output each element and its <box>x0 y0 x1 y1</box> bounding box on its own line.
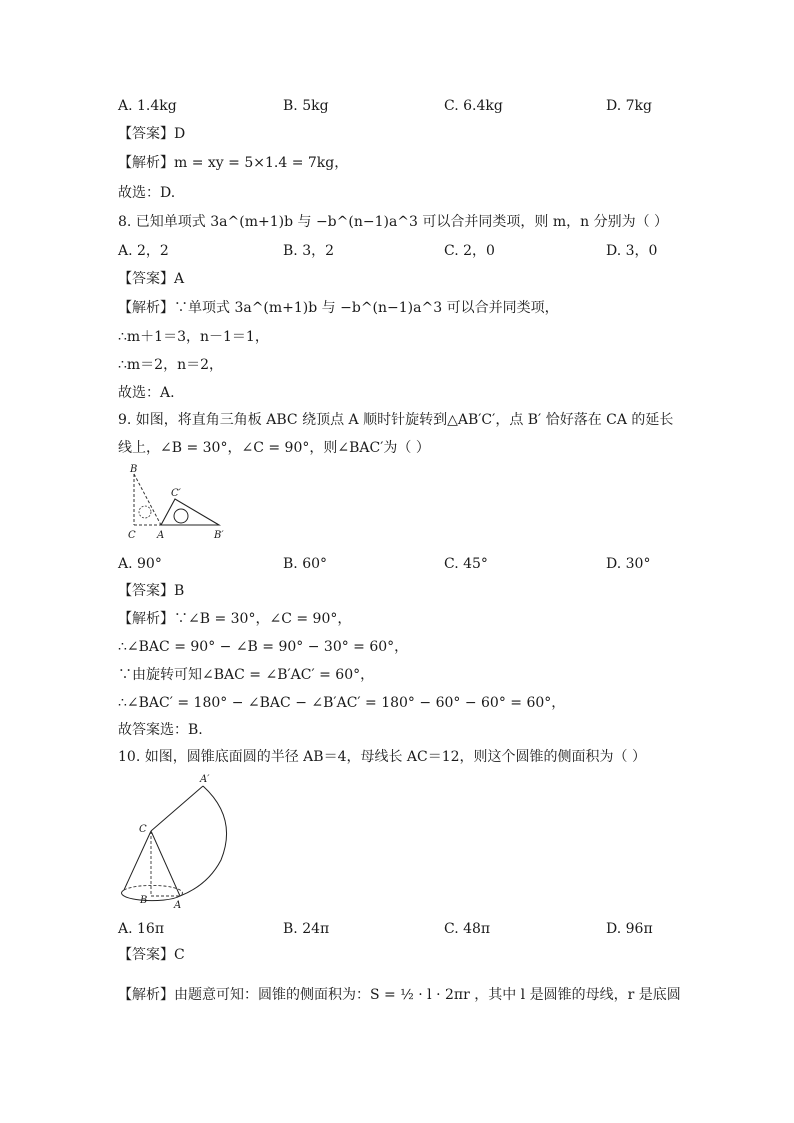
fig9-label-c-prime: C′ <box>171 488 181 499</box>
q10-stem: 10. 如图，圆锥底面圆的半径 AB＝4，母线长 AC＝12，则这个圆锥的侧面积为（ ） <box>118 749 647 765</box>
rotated-triangle-figure <box>118 462 248 544</box>
q8-option-c: C. 2，0 <box>444 243 495 259</box>
q7-option-d: D. 7kg <box>606 98 652 114</box>
q8-option-d: D. 3，0 <box>606 243 658 259</box>
q9-analysis-1: 【解析】∵∠B = 30°，∠C = 90°， <box>118 611 352 627</box>
q8-conclusion: 故选：A. <box>118 385 175 401</box>
q8-option-a: A. 2，2 <box>118 243 169 259</box>
fig10-label-a: A <box>174 900 182 911</box>
q8-option-b: B. 3，2 <box>283 243 335 259</box>
q10-option-a: A. 16π <box>118 921 165 937</box>
q9-answer: 【答案】B <box>118 583 185 599</box>
q8-stem: 8. 已知单项式 3a^(m+1)b 与 −b^(n−1)a^3 可以合并同类项，则 m，n 分别为（ ） <box>118 214 669 230</box>
q9-analysis-4: ∴∠BAC′ = 180° − ∠BAC − ∠B′AC′ = 180° − 60° − 60° = 60°， <box>118 695 566 711</box>
q7-option-c: C. 6.4kg <box>444 98 503 114</box>
q8-analysis-1: 【解析】∵单项式 3a^(m+1)b 与 −b^(n−1)a^3 可以合并同类项， <box>118 300 559 316</box>
q10-answer: 【答案】C <box>118 947 185 963</box>
q9-stem-1: 9. 如图，将直角三角板 ABC 绕顶点 A 顺时针旋转到△AB′C′，点 B′ 恰好落在 CA 的延长 <box>118 412 674 428</box>
q9-option-b: B. 60° <box>283 556 328 572</box>
q9-analysis-2: ∴∠BAC = 90° − ∠B = 90° − 30° = 60°， <box>118 639 409 655</box>
fig10-label-b: B <box>140 895 148 906</box>
q10-option-d: D. 96π <box>606 921 653 937</box>
q7-answer: 【答案】D <box>118 126 186 142</box>
q7-analysis: 【解析】m = xy = 5×1.4 = 7kg， <box>118 155 349 171</box>
q7-option-a: A. 1.4kg <box>118 98 177 114</box>
fig10-label-c: C <box>139 824 147 835</box>
q9-stem-2: 线上，∠B = 30°，∠C = 90°，则∠BAC′为（ ） <box>118 440 430 456</box>
q8-answer: 【答案】A <box>118 271 185 287</box>
fig9-label-c: C <box>128 530 136 541</box>
q9-option-c: C. 45° <box>444 556 488 572</box>
cone-figure <box>118 770 238 912</box>
q10-option-c: C. 48π <box>444 921 491 937</box>
q9-analysis-3: ∵由旋转可知∠BAC = ∠B′AC′ = 60°， <box>118 667 375 683</box>
q8-analysis-2: ∴m＋1＝3，n－1＝1， <box>118 329 269 345</box>
fig9-label-b: B <box>130 464 138 475</box>
q7-conclusion: 故选：D. <box>118 185 176 201</box>
q8-analysis-3: ∴m＝2，n＝2， <box>118 357 224 373</box>
fig10-label-a-prime: A′ <box>200 774 210 785</box>
fig9-label-a: A <box>157 530 165 541</box>
q9-conclusion: 故答案选：B. <box>118 722 203 738</box>
q10-option-b: B. 24π <box>283 921 330 937</box>
q9-option-d: D. 30° <box>606 556 651 572</box>
q10-analysis: 【解析】由题意可知：圆锥的侧面积为：S = ½ · l · 2πr ，其中 l 是圆锥的母线，r 是底圆 <box>118 987 681 1003</box>
fig9-label-b-prime: B′ <box>214 530 224 541</box>
q9-option-a: A. 90° <box>118 556 162 572</box>
q7-option-b: B. 5kg <box>283 98 329 114</box>
